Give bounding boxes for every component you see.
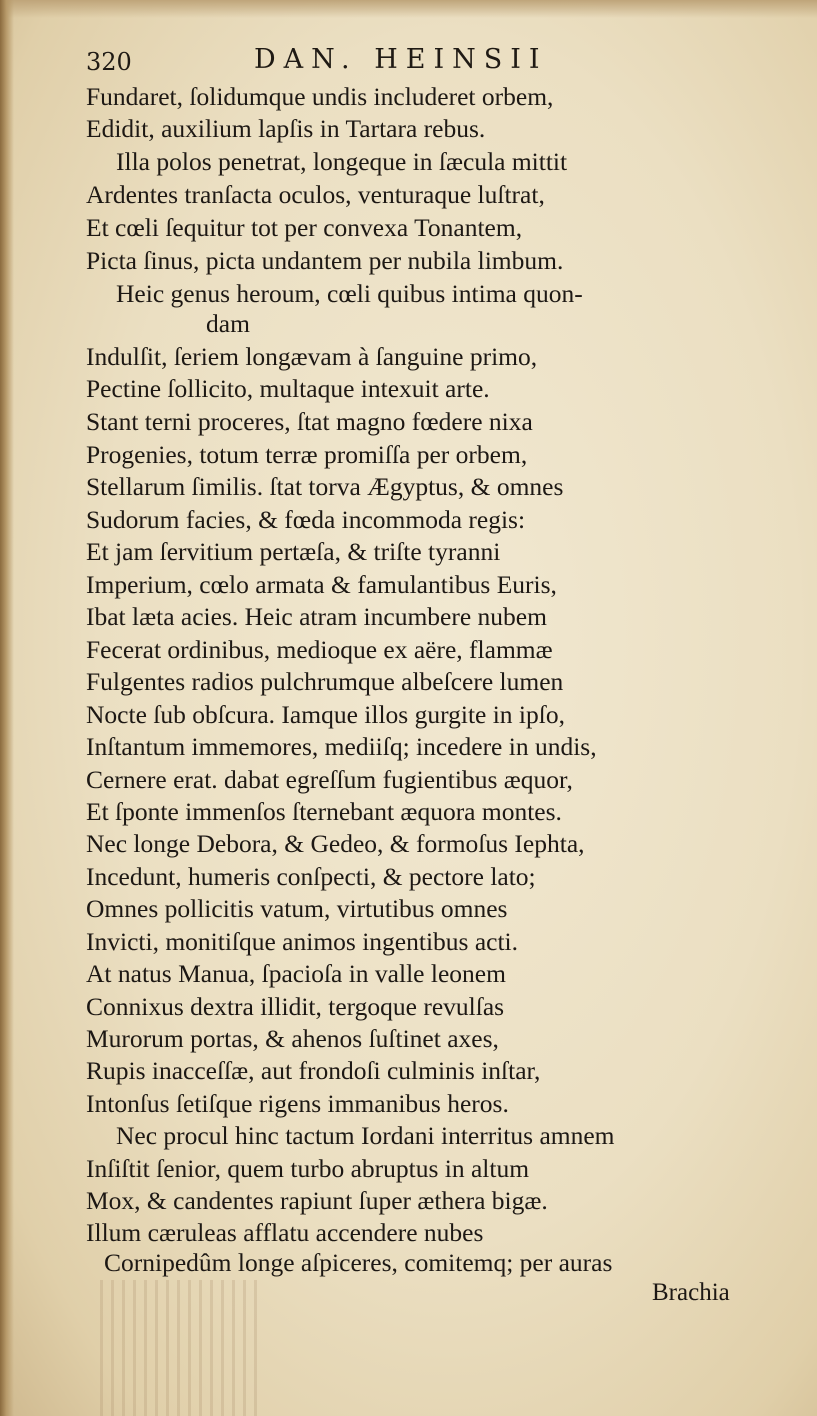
text-line: Et ſponte immenſos ſternebant æquora montes. xyxy=(86,797,562,826)
text-line: Illum cæruleas afflatu accendere nubes xyxy=(86,1218,484,1247)
text-line: Pectine ſollicito, multaque intexuit arte. xyxy=(86,374,490,403)
text-line: Picta ſinus, picta undantem per nubila limbum. xyxy=(86,246,564,275)
text-line: Cernere erat. dabat egreſſum fugientibus æquor, xyxy=(86,765,573,794)
text-line: At natus Manua, ſpacioſa in valle leonem xyxy=(86,959,506,988)
text-line: Stellarum ſimilis. ſtat torva Ægyptus, & omnes xyxy=(86,472,564,501)
text-line: Connixus dextra illidit, tergoque revulſas xyxy=(86,992,505,1021)
page-top-shadow xyxy=(0,0,817,18)
text-line: Ardentes tranſacta oculos, venturaque luſtrat, xyxy=(86,180,545,209)
text-line: Illa polos penetrat, longeque in ſæcula mittit xyxy=(116,147,568,176)
text-line: Mox, & candentes rapiunt ſuper æthera bigæ. xyxy=(86,1186,548,1215)
text-line: Nec procul hinc tactum Iordani interritus amnem xyxy=(116,1121,615,1150)
page-number: 320 xyxy=(86,48,132,76)
text-line: Edidit, auxilium lapſis in Tartara rebus. xyxy=(86,114,486,143)
text-line: Invicti, monitiſque animos ingentibus acti. xyxy=(86,927,519,956)
text-line: Inſtantum immemores, mediiſq; incedere in undis, xyxy=(86,732,597,761)
text-line: Sudorum facies, & fœda incommoda regis: xyxy=(86,505,526,534)
text-line: Stant terni proceres, ſtat magno fœdere nixa xyxy=(86,407,533,436)
text-line: Omnes pollicitis vatum, virtutibus omnes xyxy=(86,894,508,923)
text-line: Nec longe Debora, & Gedeo, & formoſus Iephta, xyxy=(86,829,585,858)
page-gutter-shadow xyxy=(0,0,14,1416)
text-line: Murorum portas, & ahenos ſuſtinet axes, xyxy=(86,1024,499,1053)
text-line: Imperium, cœlo armata & famulantibus Euris, xyxy=(86,570,557,599)
text-line: Ibat læta acies. Heic atram incumbere nubem xyxy=(86,602,547,631)
text-line: Et cœli ſequitur tot per convexa Tonantem, xyxy=(86,213,523,242)
running-head: DAN. HEINSII xyxy=(254,44,548,75)
text-line: Indulſit, ſeriem longævam à ſanguine primo, xyxy=(86,342,538,371)
text-line: Progenies, totum terræ promiſſa per orbem, xyxy=(86,440,528,469)
show-through-marks xyxy=(100,1280,260,1416)
text-line: Et jam ſervitium pertæſa, & triſte tyranni xyxy=(86,537,501,566)
text-line: Fundaret, ſolidumque undis includeret orbem, xyxy=(86,82,554,111)
text-line: dam xyxy=(206,309,250,338)
text-line: Heic genus heroum, cœli quibus intima quon- xyxy=(116,279,583,308)
text-line: Rupis inacceſſæ, aut frondoſi culminis inſtar, xyxy=(86,1056,541,1085)
text-line: Incedunt, humeris conſpecti, & pectore lato; xyxy=(86,862,536,891)
text-line: Cornipedûm longe aſpiceres, comitemq; per auras xyxy=(104,1248,613,1277)
text-line: Intonſus ſetiſque rigens immanibus heros. xyxy=(86,1089,509,1118)
text-line: Fulgentes radios pulchrumque albeſcere lumen xyxy=(86,667,564,696)
text-line: Fecerat ordinibus, medioque ex aëre, flammæ xyxy=(86,635,553,664)
text-line: Nocte ſub obſcura. Iamque illos gurgite in ipſo, xyxy=(86,700,565,729)
catchword: Brachia xyxy=(652,1279,730,1306)
text-line: Inſiſtit ſenior, quem turbo abruptus in altum xyxy=(86,1154,530,1183)
